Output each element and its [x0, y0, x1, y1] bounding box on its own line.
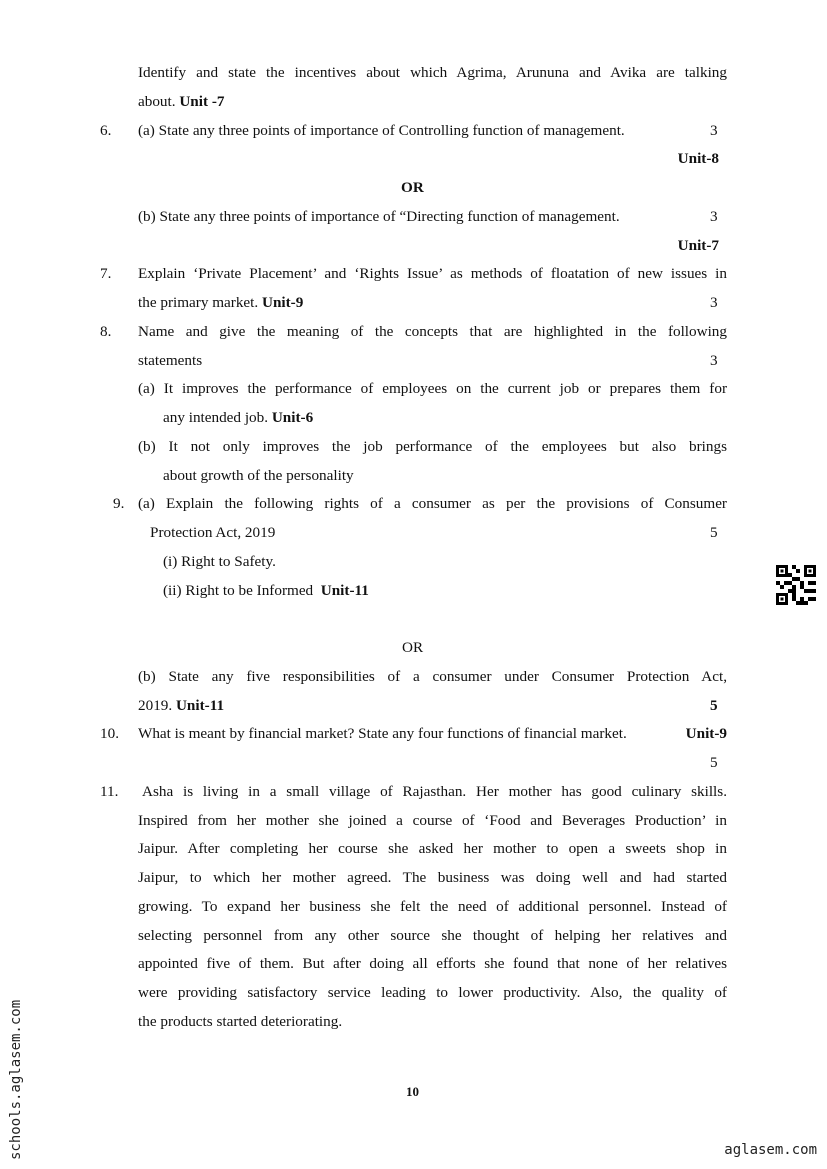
q11-line: Inspired from her mother she joined a course of ‘Food and Beverages Production’ in: [138, 812, 727, 829]
marks-value: 5: [710, 697, 718, 714]
unit-tag: Unit -7: [179, 93, 225, 110]
q9-item-ii-text: (ii) Right to be Informed: [163, 582, 314, 599]
marks: 5: [710, 524, 718, 541]
q9-b-line-2: [138, 697, 224, 715]
q11-line: growing. To expand her business she felt the need of additional personnel. Instead of: [138, 898, 727, 915]
q6-b-text: (b) State any three points of importance of “Directing function of management.: [138, 208, 620, 225]
unit-tag: [678, 150, 719, 168]
q7-text: the primary market.: [138, 294, 259, 311]
marks: 3: [710, 352, 718, 369]
q11-line: were providing satisfactory service leading to lower productivity. Also, the quality of: [138, 984, 727, 1001]
q8-a-line-1: (a) It improves the performance of employees on the current job or prepares them for: [138, 380, 727, 397]
marks: 3: [710, 208, 718, 225]
q8-b-line-2: about growth of the personality: [163, 467, 354, 484]
question-number: 10.: [100, 725, 119, 742]
q9-a-line-1: (a) Explain the following rights of a consumer as per the provisions of Consumer: [138, 495, 727, 512]
q9-a-line-2: Protection Act, 2019: [150, 524, 276, 541]
q11-line: Asha is living in a small village of Rajasthan. Her mother has good culinary skills.: [142, 783, 727, 800]
or-label: OR: [401, 179, 424, 196]
page-number: [406, 1084, 419, 1100]
q10-text: What is meant by financial market? State any four functions of financial market.: [138, 725, 627, 742]
question-number: 6.: [100, 122, 112, 139]
q8-a-line-2: [163, 409, 313, 427]
qr-code-icon[interactable]: [776, 565, 816, 605]
unit-tag: Unit-11: [175, 697, 225, 714]
question-number: 7.: [100, 265, 112, 282]
q7-line-2: [138, 294, 303, 312]
q11-line: Jaipur, to which her mother agreed. The business was doing well and had started: [138, 869, 727, 886]
unit-tag: Unit-9: [261, 294, 304, 311]
q6-a-text: (a) State any three points of importance of Controlling function of management.: [138, 122, 625, 139]
marks: 3: [710, 294, 718, 311]
unit-tag: Unit-11: [320, 582, 369, 599]
unit-label: Unit-7: [677, 237, 719, 254]
qr-pattern: [776, 565, 816, 605]
question-number: 9.: [113, 495, 125, 512]
q11-line: appointed five of them. But after doing all efforts she found that none of her relatives: [138, 955, 727, 972]
q8-b-line-1: (b) It not only improves the job performance of the employees but also brings: [138, 438, 727, 455]
unit-label: Unit-9: [685, 725, 727, 742]
question-number: 11.: [100, 783, 119, 800]
q9-item-i: (i) Right to Safety.: [163, 553, 276, 570]
q8-line-1: Name and give the meaning of the concepts that are highlighted in the following: [138, 323, 727, 340]
side-watermark: schools.aglasem.com: [8, 999, 24, 1160]
q8-line-2: statements: [138, 352, 203, 369]
unit-label: Unit-8: [677, 150, 719, 167]
or-divider: OR: [402, 639, 424, 656]
question-number: 8.: [100, 323, 112, 340]
q11-line: selecting personnel from any other source she thought of helping her relatives and: [138, 927, 727, 944]
marks: 3: [710, 122, 718, 139]
q11-last-line: the products started deteriorating.: [138, 1013, 343, 1030]
q8-a-text: any intended job.: [163, 409, 269, 426]
unit-tag: Unit-6: [271, 409, 314, 426]
intro-text: about.: [138, 93, 176, 110]
intro-line-2: [138, 93, 224, 111]
unit-tag: [678, 237, 719, 255]
unit-tag: [686, 725, 727, 743]
marks: [710, 697, 718, 715]
q9-b-text: 2019.: [138, 697, 173, 714]
page-number-value: 10: [406, 1084, 419, 1099]
q9-b-line-1: (b) State any five responsibilities of a consumer under Consumer Protection Act,: [138, 668, 727, 685]
q11-line: Jaipur. After completing her course she asked her mother to open a sweets shop in: [138, 840, 727, 857]
intro-line-1: Identify and state the incentives about which Agrima, Arununa and Avika are talking: [138, 64, 727, 81]
marks: 5: [710, 754, 718, 771]
footer-watermark: aglasem.com: [724, 1142, 817, 1158]
q9-item-ii: [163, 582, 369, 600]
or-divider: [401, 179, 424, 197]
q7-line-1: Explain ‘Private Placement’ and ‘Rights Issue’ as methods of floatation of new issues in: [138, 265, 727, 282]
